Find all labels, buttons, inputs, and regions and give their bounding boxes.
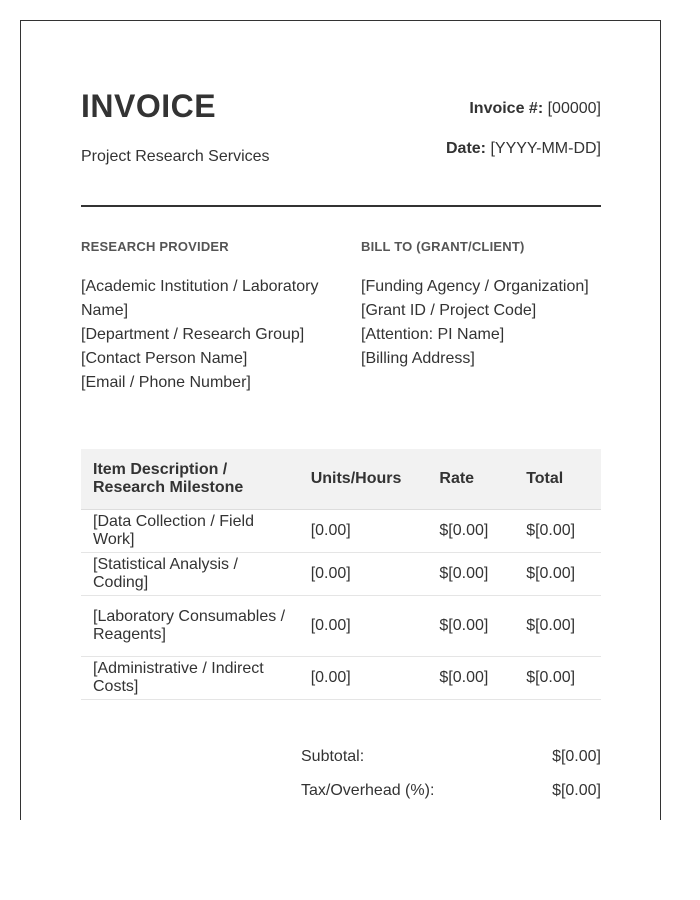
bill-to-block — [361, 239, 611, 371]
table-row — [81, 510, 601, 553]
tax-value: $[0.00] — [552, 782, 601, 799]
cell-total: $[0.00] — [514, 510, 601, 553]
invoice-date-label: Date: — [446, 140, 487, 157]
invoice-date-value: [YYYY-MM-DD] — [490, 140, 601, 157]
table-row — [81, 657, 601, 700]
cell-total: $[0.00] — [514, 596, 601, 657]
bill-to-line: [Attention: PI Name] — [361, 326, 505, 343]
cell-description: [Data Collection / Field Work] — [81, 510, 299, 553]
header-total: Total — [514, 449, 601, 510]
invoice-number — [469, 99, 601, 119]
header-description: Item Description / Research Milestone — [81, 449, 299, 510]
cell-rate: $[0.00] — [427, 510, 514, 553]
subtotal-value: $[0.00] — [552, 748, 601, 765]
header-divider — [81, 205, 601, 207]
subtotal-label: Subtotal: — [301, 748, 365, 765]
invoice-subtitle: Project Research Services — [81, 148, 270, 165]
cell-description: [Administrative / Indirect Costs] — [81, 657, 299, 700]
header-units: Units/Hours — [299, 449, 428, 510]
research-provider-block — [81, 239, 331, 395]
research-provider-heading: RESEARCH PROVIDER — [81, 239, 229, 254]
cell-units: [0.00] — [299, 510, 428, 553]
bill-to-line: [Grant ID / Project Code] — [361, 302, 537, 319]
cell-description: [Laboratory Consumables / Reagents] — [81, 596, 299, 657]
cell-total: $[0.00] — [514, 657, 601, 700]
invoice-number-value: [00000] — [547, 100, 601, 117]
invoice-date — [446, 139, 601, 159]
cell-description: [Statistical Analysis / Coding] — [81, 553, 299, 596]
invoice-title: INVOICE — [81, 88, 217, 124]
cell-rate: $[0.00] — [427, 553, 514, 596]
table-row — [81, 596, 601, 657]
provider-line: [Contact Person Name] — [81, 350, 248, 367]
cell-units: [0.00] — [299, 657, 428, 700]
invoice-page — [20, 20, 661, 820]
cell-rate: $[0.00] — [427, 596, 514, 657]
bill-to-line: [Funding Agency / Organization] — [361, 278, 589, 295]
table-header-row — [81, 449, 601, 510]
bill-to-line: [Billing Address] — [361, 350, 475, 367]
tax-label: Tax/Overhead (%): — [301, 782, 435, 799]
provider-line: [Department / Research Group] — [81, 326, 305, 343]
line-items-table — [81, 449, 601, 700]
cell-total: $[0.00] — [514, 553, 601, 596]
cell-units: [0.00] — [299, 553, 428, 596]
cell-units: [0.00] — [299, 596, 428, 657]
bill-to-heading: BILL TO (GRANT/CLIENT) — [361, 239, 525, 254]
provider-line: [Email / Phone Number] — [81, 374, 251, 391]
header-rate: Rate — [427, 449, 514, 510]
cell-rate: $[0.00] — [427, 657, 514, 700]
invoice-number-label: Invoice #: — [469, 100, 544, 117]
table-row — [81, 553, 601, 596]
provider-line: [Academic Institution / Laboratory Name] — [81, 278, 319, 319]
